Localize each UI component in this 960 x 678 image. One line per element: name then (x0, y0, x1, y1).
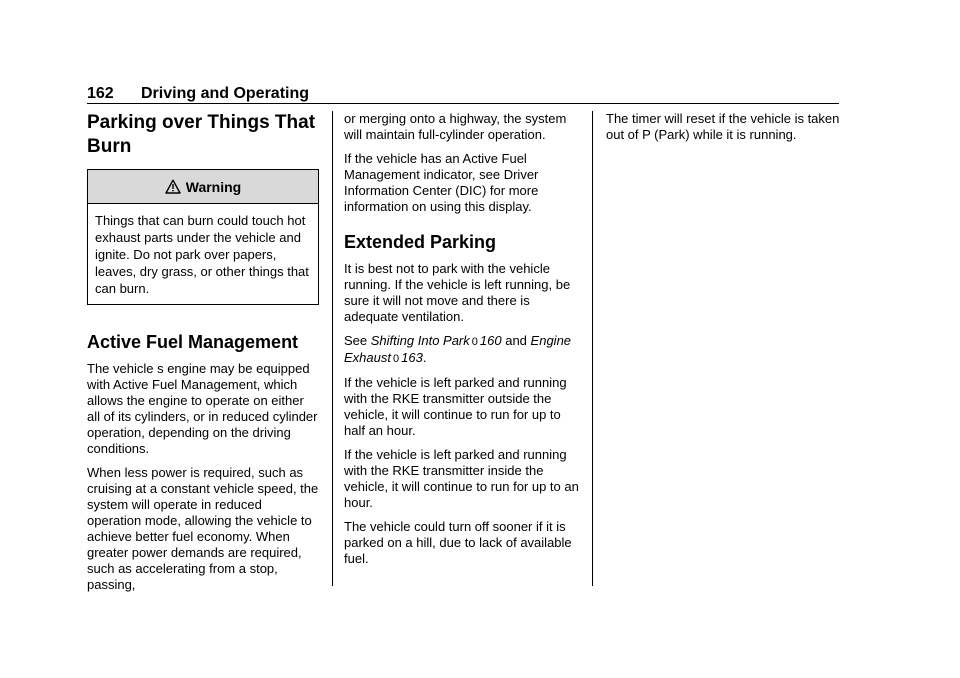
see-reference: See Shifting Into Park 0 160 and Engine Exhaust 0 163. (344, 333, 572, 365)
paragraph: If the vehicle is left parked and running with the RKE transmitter outside the vehicle, it will continue to run for up to half an hour. (344, 375, 567, 438)
warning-label: Warning (185, 178, 242, 195)
ref-page-160[interactable]: 160 (479, 333, 502, 348)
paragraph: When less power is required, such as cruising at a constant vehicle speed, the system will operate in reduced operation mode, allowing the vehicle to achieve better fuel economy. When greater power demands are required, such as accelerating from a stop, passing, (87, 465, 319, 592)
link-shifting-into-park[interactable]: Shifting Into Park (370, 333, 470, 348)
link-engine-exhaust[interactable]: Engine Exhaust (344, 333, 572, 365)
heading-parking-over-things: Parking over Things That Burn (87, 112, 316, 157)
warning-text: Things that can burn could touch hot exhaust parts under the vehicle and ignite. Do not park over papers, leaves, dry grass, or other things that can burn. (95, 213, 309, 296)
column-divider (332, 111, 333, 586)
page-header (87, 84, 839, 104)
column-1 (87, 111, 319, 601)
column-2 (344, 111, 580, 575)
see-prefix: See (344, 333, 368, 348)
warning-icon (165, 179, 181, 194)
paragraph: The vehicle could turn off sooner if it is parked on a hill, due to lack of available fuel. (344, 519, 572, 566)
paragraph: If the vehicle has an Active Fuel Management indicator, see Driver Information Center (DIC) for more information on using this display. (344, 151, 539, 214)
warning-box (87, 169, 319, 305)
page-ref-icon: 0 (392, 353, 400, 365)
section-title: Driving and Operating (141, 85, 310, 102)
heading-active-fuel-management: Active Fuel Management (87, 332, 299, 352)
column-3 (606, 111, 842, 151)
paragraph: or merging onto a highway, the system will maintain full-cylinder operation. (344, 111, 567, 142)
paragraph: The timer will reset if the vehicle is taken out of P (Park) while it is running. (606, 111, 840, 142)
paragraph: The vehicle s engine may be equipped with Active Fuel Management, which allows the engine to operate on either all of its cylinders, or in reduced cylinder operation, depending on the driving conditions. (87, 361, 318, 456)
header-rule (87, 103, 839, 104)
column-divider (592, 111, 593, 586)
paragraph: If the vehicle is left parked and running with the RKE transmitter inside the vehicle, it will continue to run for up to an hour. (344, 447, 579, 510)
and-word: and (505, 333, 527, 348)
page-number: 162 (87, 85, 114, 102)
page-ref-icon: 0 (471, 336, 478, 348)
warning-header (88, 170, 318, 204)
ref-page-163[interactable]: 163 (401, 350, 423, 365)
heading-extended-parking: Extended Parking (344, 232, 497, 252)
paragraph: It is best not to park with the vehicle running. If the vehicle is left running, be sure it will not move and there is adequate ventilation. (344, 261, 571, 324)
